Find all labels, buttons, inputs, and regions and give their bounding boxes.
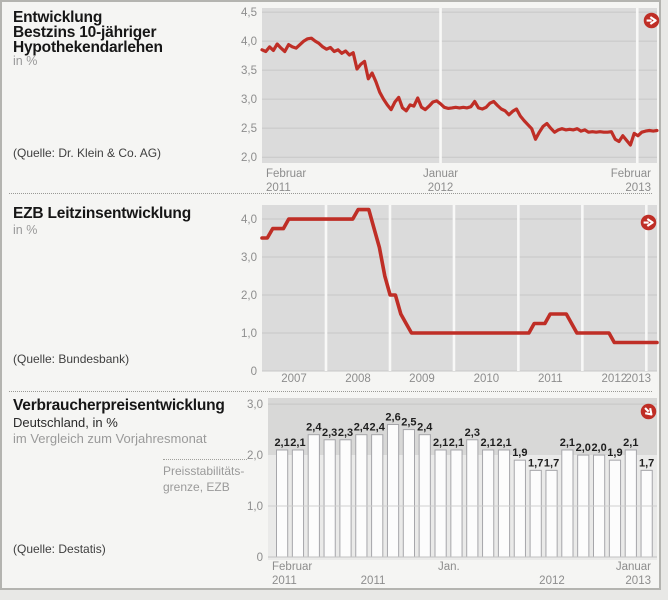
y-axis-label: 3,0: [241, 252, 257, 265]
bar: [340, 440, 351, 557]
bar: [419, 435, 430, 557]
reference-line-leader: [163, 459, 247, 460]
panel1-title-line3: Hypothekendarlehen: [13, 39, 163, 56]
y-axis-label: 3,5: [241, 65, 257, 78]
y-axis-label: 3,0: [247, 399, 263, 412]
x-axis-label: 2013: [625, 182, 651, 194]
bar: [514, 460, 525, 557]
bar: [277, 450, 288, 557]
bar-value-label: 2,4: [417, 421, 433, 434]
bar-value-label: 2,4: [369, 421, 385, 434]
x-axis-label: 2011: [266, 182, 291, 194]
bar: [625, 450, 636, 557]
panel2-title-line1: EZB Leitzinsentwicklung: [13, 205, 191, 222]
panel1-title: [13, 10, 258, 55]
panel3-title-line1: Verbraucherpreisentwicklung: [13, 397, 225, 414]
trend-down-icon: [640, 403, 657, 420]
bar-value-label: 2,1: [480, 436, 496, 449]
bar: [467, 440, 478, 557]
bar-value-label: 2,6: [385, 411, 401, 424]
bar-value-label: 2,4: [306, 421, 322, 434]
y-axis-label: 2,5: [241, 123, 257, 136]
bar-value-label: 2,0: [575, 442, 591, 455]
x-axis-label: Februar: [610, 168, 651, 180]
x-axis-label: 2008: [345, 373, 371, 385]
bar: [451, 450, 462, 557]
bar-value-label: 2,0: [591, 442, 607, 455]
bar: [546, 470, 557, 557]
bar-value-label: 2,1: [432, 436, 449, 449]
plot-background: [262, 205, 657, 371]
panel1-source: (Quelle: Dr. Klein & Co. AG): [13, 146, 162, 160]
y-axis-label: 0: [256, 552, 263, 564]
bar: [435, 450, 446, 557]
panel3-subtitle2: im Vergleich zum Vorjahresmonat: [13, 431, 207, 446]
bar-value-label: 2,1: [496, 436, 512, 449]
bar-value-label: 2,3: [337, 426, 354, 439]
bar: [498, 450, 509, 557]
x-axis-label: Januar: [615, 561, 651, 573]
x-axis-label: 2010: [473, 373, 500, 385]
x-axis-label: 2011: [360, 575, 386, 587]
bar-value-label: 1,7: [528, 457, 544, 470]
y-axis-label: 1,0: [247, 501, 263, 514]
panel-separator: [9, 193, 652, 194]
bar-value-label: 2,4: [353, 421, 369, 434]
x-axis-label: Jan.: [438, 561, 460, 573]
bar: [609, 460, 620, 557]
panel2-source: (Quelle: Bundesbank): [13, 352, 130, 366]
x-axis-label: Januar: [422, 168, 459, 180]
bar: [483, 450, 494, 557]
bar-value-label: 2,5: [401, 416, 417, 429]
x-axis-label: Februar: [266, 168, 307, 180]
bar: [356, 435, 367, 557]
panel1-unit: in %: [13, 54, 38, 68]
panel2-title: [13, 206, 258, 221]
x-axis-label: 2007: [281, 373, 307, 385]
y-axis-label: 3,0: [241, 94, 257, 107]
y-axis-label: 4,0: [241, 36, 257, 49]
panel1-title-line2: Bestzins 10-jähriger: [13, 24, 157, 41]
bar-value-label: 1,9: [607, 447, 623, 460]
y-axis-label: 2,0: [241, 290, 257, 303]
bar-value-label: 2,1: [559, 436, 576, 449]
bar-value-label: 2,3: [464, 426, 480, 439]
bar: [530, 470, 541, 557]
x-axis-label: 2009: [409, 373, 435, 385]
bar-value-label: 2,1: [274, 436, 290, 449]
bar: [324, 440, 335, 557]
reference-line-label-line1: Preisstabilitäts-: [163, 464, 245, 478]
bar: [308, 435, 319, 557]
y-axis-label: 2,0: [241, 152, 257, 165]
panel1-title-line1: Entwicklung: [13, 9, 103, 26]
trend-flat-icon: [640, 214, 657, 231]
bar-value-label: 2,1: [448, 436, 465, 449]
bar: [387, 425, 398, 558]
bar: [562, 450, 573, 557]
x-axis-label: 2012: [539, 575, 565, 587]
y-axis-label: 2,0: [247, 450, 263, 463]
reference-line-label: [163, 463, 244, 495]
x-axis-label: 2011: [537, 373, 563, 385]
panel2-unit: in %: [13, 223, 38, 237]
panel-separator: [9, 391, 652, 392]
bar: [372, 435, 383, 557]
bar-value-label: 1,7: [639, 457, 655, 470]
bar: [641, 470, 652, 557]
bar-value-label: 2,1: [290, 436, 306, 449]
trend-flat-icon: [643, 12, 660, 29]
bar-value-label: 1,7: [543, 457, 560, 470]
bar: [292, 450, 303, 557]
plot-background: [262, 8, 657, 163]
x-axis-label: 2011: [272, 575, 297, 587]
x-axis-label: 2013: [625, 373, 651, 385]
panel3-title: [13, 398, 263, 413]
bar-value-label: 1,9: [512, 447, 528, 460]
x-axis-label: 2013: [625, 575, 651, 587]
y-axis-label: 1,0: [241, 328, 257, 341]
bar: [403, 430, 414, 557]
y-axis-label: 4,0: [241, 214, 257, 227]
y-axis-label: 4,5: [241, 7, 257, 20]
reference-line-label-line2: grenze, EZB: [163, 480, 230, 494]
panel3-subtitle: Deutschland, in %: [13, 415, 118, 430]
x-axis-label: 2012: [601, 373, 628, 385]
bar-value-label: 2,1: [623, 436, 639, 449]
x-axis-label: Februar: [272, 561, 313, 573]
y-axis-label: 0: [250, 366, 257, 378]
panel3-source: (Quelle: Destatis): [13, 542, 106, 556]
x-axis-label: 2012: [427, 182, 454, 194]
bar-value-label: 2,3: [322, 426, 338, 439]
